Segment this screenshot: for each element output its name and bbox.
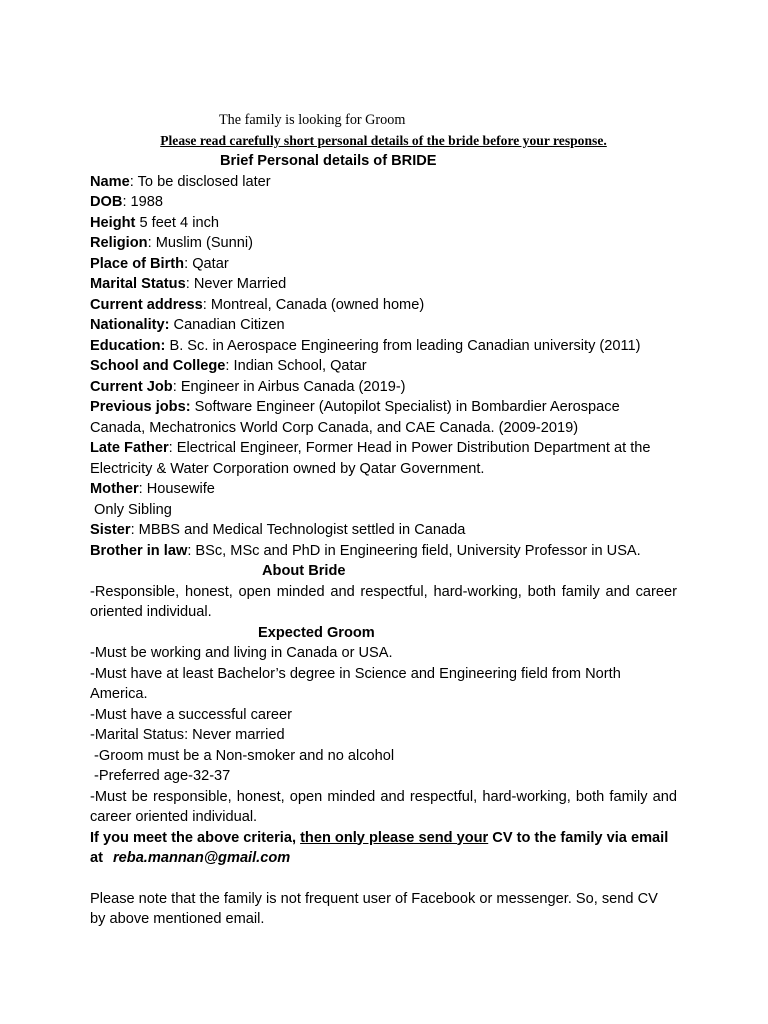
detail-education: Education: B. Sc. in Aerospace Engineering from leading Canadian university (2011) (90, 337, 641, 354)
detail-place-of-birth: Place of Birth: Qatar (90, 255, 229, 272)
contact-text-3: CV to the family via email at (90, 829, 669, 866)
only-sibling-line: Only Sibling (94, 501, 172, 518)
detail-height: Height 5 feet 4 inch (90, 214, 219, 231)
about-text: -Responsible, honest, open minded and respectful, hard-working, both family and career oriented individual. (90, 583, 677, 620)
groom-item: -Must have at least Bachelor’s degree in Science and Engineering field from North America. (90, 665, 621, 702)
detail-nationality: Nationality: Canadian Citizen (90, 317, 285, 333)
detail-mother: Mother: Housewife (90, 481, 215, 497)
detail-previous-jobs: Previous jobs: Software Engineer (Autopilot Specialist) in Bombardier Aerospace Canada, Mechatronics World Corp Canada, and CAE Canada. (2009-2019) (90, 399, 620, 436)
intro-line: The family is looking for Groom (219, 112, 406, 128)
groom-item: -Marital Status: Never married (90, 727, 285, 743)
notice-line: Please read carefully short personal details of the bride before your response. (160, 132, 607, 148)
contact-text-2: then only please send your (300, 829, 489, 846)
groom-item: -Must have a successful career (90, 706, 292, 723)
about-heading: About Bride (262, 563, 346, 579)
groom-item: -Must be working and living in Canada or USA. (90, 645, 393, 661)
contact-text-1: If you meet the above criteria, (90, 829, 301, 846)
page-title: Brief Personal details of BRIDE (220, 153, 437, 169)
contact-email-link[interactable]: reba.mannan@gmail.com (112, 850, 291, 866)
detail-brother-in-law: Brother in law: BSc, MSc and PhD in Engineering field, University Professor in USA. (90, 542, 641, 559)
detail-name: Name: To be disclosed later (90, 173, 271, 190)
document-page (90, 110, 677, 930)
detail-school: School and College: Indian School, Qatar (90, 358, 367, 374)
groom-item: -Preferred age-32-37 (94, 768, 231, 784)
detail-sister: Sister: MBBS and Medical Technologist settled in Canada (90, 522, 466, 538)
groom-closing: -Must be responsible, honest, open minded and respectful, hard-working, both family and career oriented individual. (90, 788, 677, 825)
spacer (90, 869, 677, 889)
contact-paragraph (90, 828, 677, 869)
groom-item: -Groom must be a Non-smoker and no alcohol (94, 747, 395, 764)
detail-late-father: Late Father: Electrical Engineer, Former Head in Power Distribution Department at the Electricity & Water Corporation owned by Qatar Government. (90, 440, 651, 477)
detail-current-address: Current address: Montreal, Canada (owned home) (90, 296, 425, 313)
detail-current-job: Current Job: Engineer in Airbus Canada (2019-) (90, 378, 406, 395)
detail-marital-status: Marital Status: Never Married (90, 276, 287, 292)
detail-dob: DOB: 1988 (90, 194, 164, 210)
groom-heading: Expected Groom (258, 624, 375, 641)
detail-religion: Religion: Muslim (Sunni) (90, 235, 253, 251)
closing-note: Please note that the family is not frequent user of Facebook or messenger. So, send CV by above mentioned email. (90, 890, 658, 927)
